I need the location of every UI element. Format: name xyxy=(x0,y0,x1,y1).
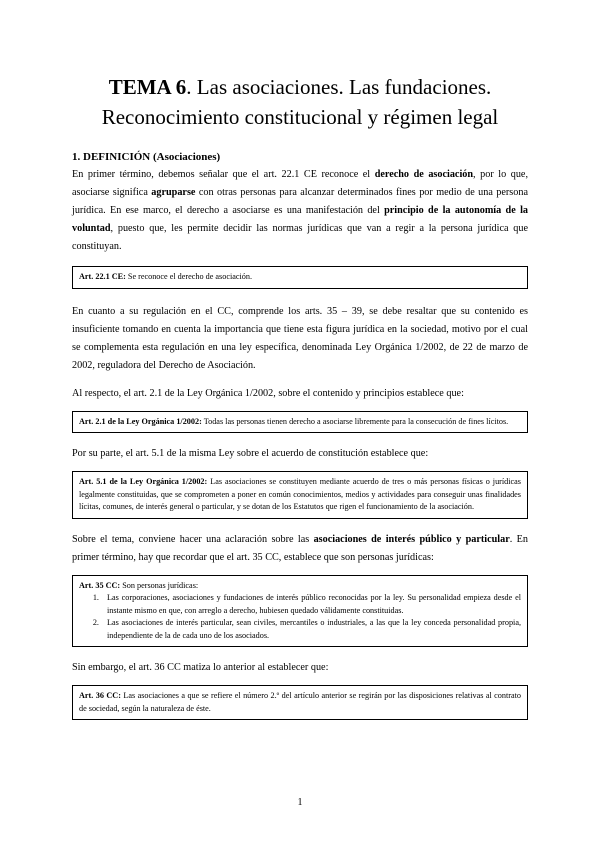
quote-box-art-5-1 xyxy=(72,471,528,519)
page-subtitle: Reconocimiento constitucional y régimen legal xyxy=(101,105,499,129)
box4-label: Art. 35 CC: xyxy=(79,580,121,590)
p1-text-1: En primer término, debemos señalar que el art. 22.1 CE reconoce el xyxy=(72,169,375,180)
box4-text: Son personas jurídicas: xyxy=(120,580,199,590)
p1-bold-3: principio de la autonomía de la voluntad xyxy=(72,205,528,234)
box5-text: Las asociaciones a que se refiere el número 2.º del artículo anterior se regirán por las disposiciones relativas al contrato de sociedad, según la naturaleza de éste. xyxy=(79,691,521,713)
box1-label: Art. 22.1 CE: xyxy=(79,272,126,281)
p5-text-1: Sobre el tema, conviene hacer una aclaración sobre las xyxy=(72,533,314,545)
box3-label: Art. 5.1 de la Ley Orgánica 1/2002: xyxy=(79,477,208,486)
paragraph-art-5-1-intro: Por su parte, el art. 5.1 de la misma Ley sobre el acuerdo de constitución establece que: xyxy=(72,448,429,459)
p1-text-2: , por lo que, asociarse significa xyxy=(72,169,528,198)
quote-box-art-36 xyxy=(72,685,528,720)
box3-text: Las asociaciones se constituyen mediante acuerdo de tres o más personas físicas o jurídicas legalmente constituidas, que se comprometen a poner en común conocimientos, medios y actividades para conseguir unas finalidades lícitas, comunes, de interés general o particular, y se dotan de los Estatutos que rigen el funcionamiento de la asociación. xyxy=(79,477,521,511)
box2-text: Todas las personas tienen derecho a asociarse libremente para la consecución de fines lícitos. xyxy=(201,416,509,426)
document-body xyxy=(72,150,528,720)
p5-text-2: . En primer término, hay que recordar que el art. 35 CC, establece que son personas jurídicas: xyxy=(72,533,528,563)
paragraph-definition xyxy=(72,166,528,256)
paragraph-interes-publico xyxy=(72,531,528,567)
paragraph-regulation: En cuanto a su regulación en el CC, comprende los arts. 35 – 39, se debe resaltar que su contenido es insuficiente tomando en cuenta la importancia que tiene esta figura jurídica en la sociedad, motivo por el cual se complementa esta regulación en una ley específica, denominada Ley Orgánica 1/2002, de 22 de marzo de 2002, reguladora del Derecho de Asociación. xyxy=(72,305,528,371)
quote-box-art-2-1 xyxy=(72,411,528,434)
p5-bold-1: asociaciones de interés público y particular xyxy=(313,533,510,545)
paragraph-art-2-1-intro: Al respecto, el art. 2.1 de la Ley Orgánica 1/2002, sobre el contenido y principios establece que: xyxy=(72,387,464,399)
box5-label: Art. 36 CC: xyxy=(79,691,121,700)
list-item: 2. Las asociaciones de interés particular, sean civiles, mercantiles o industriales, a las que la ley conceda personalidad propia, independiente de la de cada uno de los asociados. xyxy=(101,617,521,642)
title-rest: . Las asociaciones. Las fundaciones. xyxy=(186,75,492,99)
title-tema: TEMA 6 xyxy=(108,75,187,99)
box2-label: Art. 2.1 de la Ley Orgánica 1/2002: xyxy=(79,416,202,426)
p1-text-3: con otras personas para alcanzar determinados fines por medio de una persona jurídica. En ese marco, el derecho a asociarse es una manifestación del xyxy=(72,187,528,216)
list-item: 1. Las corporaciones, asociaciones y fundaciones de interés público reconocidas por la ley. Su personalidad empieza desde el instante mismo en que, con arreglo a derecho, hubiesen quedado válidamente constituidas. xyxy=(101,592,521,617)
box1-text: Se reconoce el derecho de asociación. xyxy=(125,272,253,281)
paragraph-art-36-intro: Sin embargo, el art. 36 CC matiza lo anterior al establecer que: xyxy=(72,662,329,673)
p1-text-4: , puesto que, les permite decidir las normas jurídicas que van a regir a la persona jurídica que constituyan. xyxy=(72,223,528,252)
quote-box-art-22-1 xyxy=(72,266,528,289)
art-35-list xyxy=(79,592,521,642)
page-title xyxy=(0,74,600,100)
quote-box-art-35 xyxy=(72,575,528,648)
p1-bold-1: derecho de asociación xyxy=(374,169,474,180)
page-number: 1 xyxy=(297,797,303,808)
section-heading: 1. DEFINICIÓN (Asociaciones) xyxy=(72,151,221,163)
p1-bold-2: agruparse xyxy=(151,187,196,198)
